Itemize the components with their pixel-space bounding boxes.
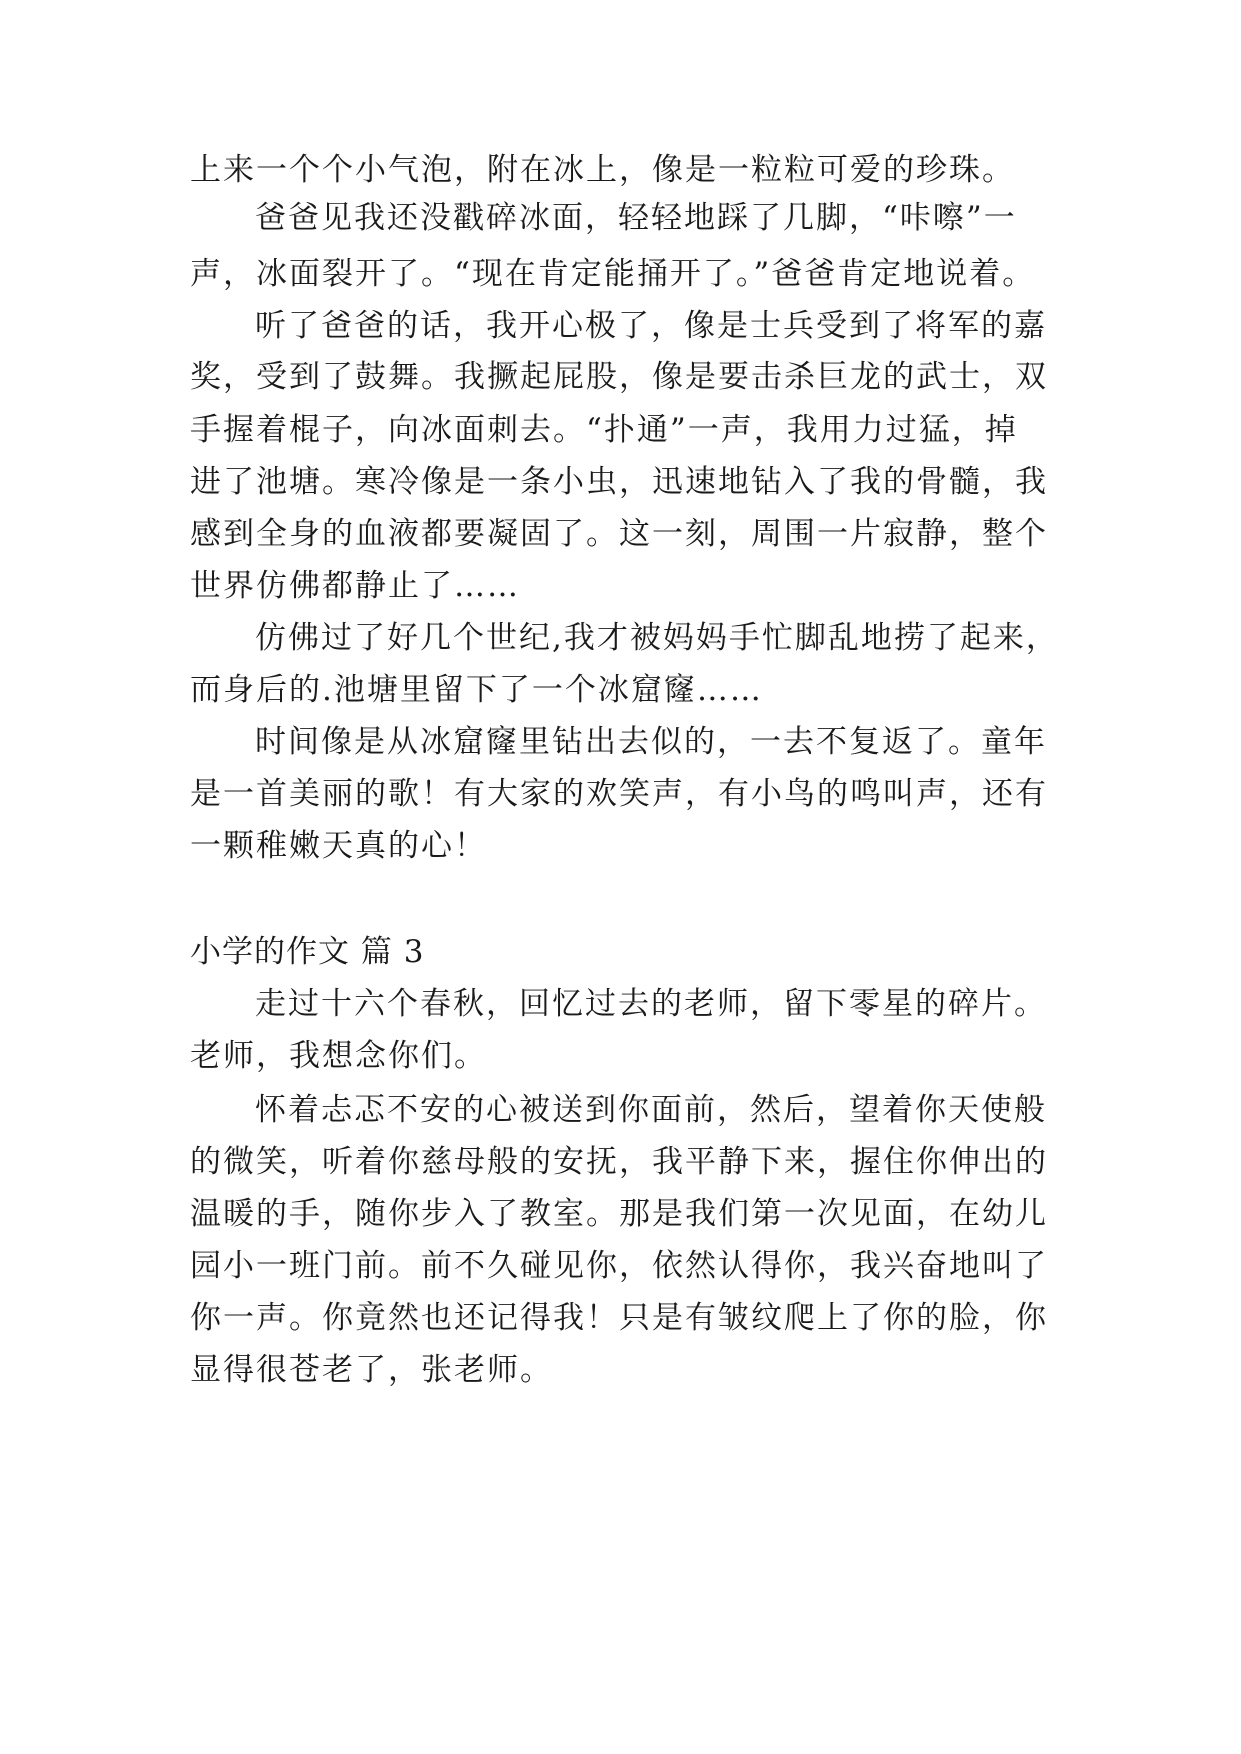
- text-line: 时间像是从冰窟窿里钻出去似的，一去不复返了。童年: [255, 724, 1047, 760]
- text-line: 而身后的.池塘里留下了一个冰窟窿……: [190, 672, 763, 708]
- section-heading: 小学的作文 篇 3: [190, 934, 425, 970]
- text-line: 感到全身的血液都要凝固了。这一刻，周围一片寂静，整个: [190, 516, 1048, 552]
- text-line: 的微笑，听着你慈母般的安抚，我平静下来，握住你伸出的: [190, 1144, 1048, 1180]
- text-line: 上来一个个小气泡，附在冰上，像是一粒粒可爱的珍珠。: [190, 152, 1015, 188]
- text-line: 老师，我想念你们。: [190, 1038, 487, 1074]
- text-line: 手握着棍子，向冰面刺去。“扑通”一声，我用力过猛，掉: [190, 412, 1018, 448]
- text-line: 爸爸见我还没戳碎冰面，轻轻地踩了几脚，“咔嚓”一: [255, 200, 1017, 236]
- text-line: 一颗稚嫩天真的心！: [190, 828, 487, 864]
- text-line: 你一声。你竟然也还记得我！只是有皱纹爬上了你的脸，你: [190, 1300, 1048, 1336]
- text-line: 温暖的手，随你步入了教室。那是我们第一次见面，在幼儿: [190, 1196, 1048, 1232]
- text-line: 是一首美丽的歌！有大家的欢笑声，有小鸟的鸣叫声，还有: [190, 776, 1048, 812]
- text-line: 仿佛过了好几个世纪,我才被妈妈手忙脚乱地捞了起来，: [255, 620, 1059, 656]
- text-line: 进了池塘。寒冷像是一条小虫，迅速地钻入了我的骨髓，我: [190, 464, 1048, 500]
- text-line: 声，冰面裂开了。“现在肯定能捅开了。”爸爸肯定地说着。: [190, 256, 1036, 292]
- text-line: 园小一班门前。前不久碰见你，依然认得你，我兴奋地叫了: [190, 1248, 1048, 1284]
- text-line: 奖，受到了鼓舞。我撅起屁股，像是要击杀巨龙的武士，双: [190, 359, 1048, 395]
- text-line: 显得很苍老了，张老师。: [190, 1352, 553, 1388]
- text-line: 走过十六个春秋，回忆过去的老师，留下零星的碎片。: [255, 986, 1047, 1022]
- text-line: 怀着忐忑不安的心被送到你面前，然后，望着你天使般: [255, 1092, 1047, 1128]
- text-line: 听了爸爸的话，我开心极了，像是士兵受到了将军的嘉: [255, 308, 1047, 344]
- text-line: 世界仿佛都静止了……: [190, 568, 520, 604]
